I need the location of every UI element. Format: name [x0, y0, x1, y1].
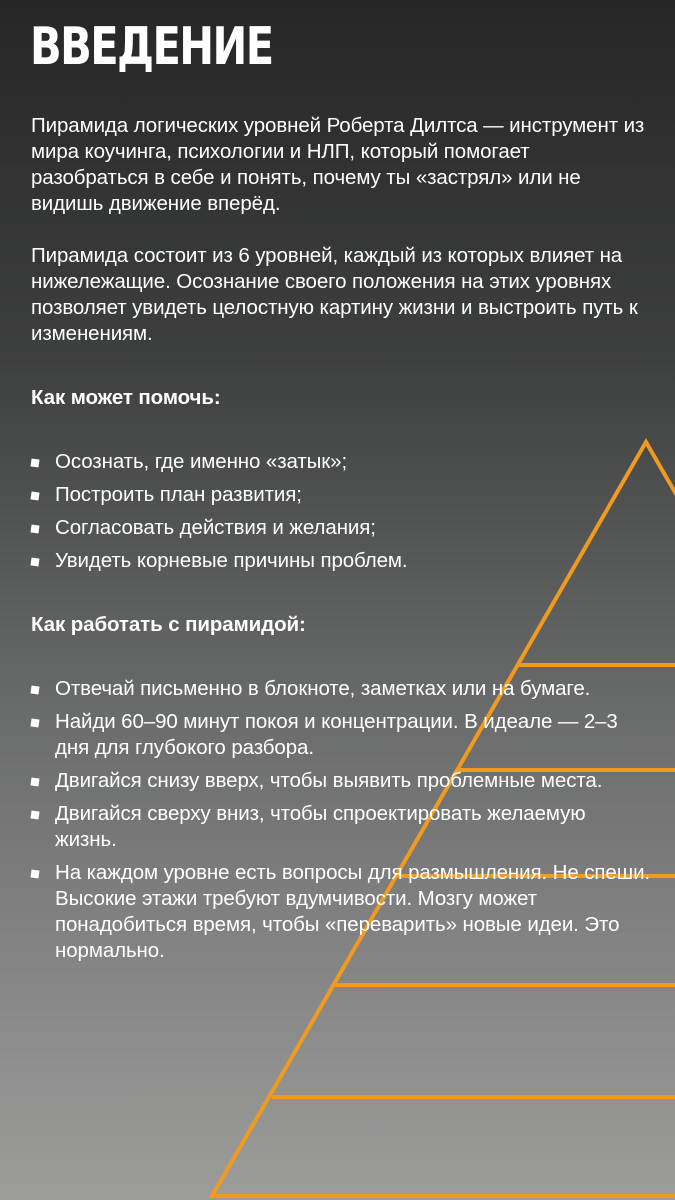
list-item-text: Осознать, где именно «затык»; — [55, 450, 348, 473]
square-bullet-icon — [30, 777, 39, 786]
page-title: ВВЕДЕНИЕ — [30, 17, 273, 77]
square-bullet-icon — [30, 557, 39, 566]
list-item-text: Согласовать действия и желания; — [55, 516, 376, 539]
list-item-text: Отвечай письменно в блокноте, заметках или на бумаге. — [55, 677, 591, 700]
work-list — [31, 676, 651, 964]
square-bullet-icon — [30, 458, 39, 467]
list-item — [31, 709, 651, 761]
list-item-text: Построить план развития; — [55, 483, 302, 506]
list-item-text: На каждом уровне есть вопросы для размышления. Не спеши. Высокие этажи требуют вдумчивости. Мозгу может понадобиться время, чтобы «переварить» новые идеи. Это нормально. — [55, 861, 651, 962]
intro-paragraph-1: Пирамида логических уровней Роберта Дилтса — инструмент из мира коучинга, психологии и НЛП, который помогает разобраться в себе и понять, почему ты «застрял» или не видишь движение вперёд. — [31, 114, 645, 215]
list-item — [31, 482, 651, 508]
list-item-text: Двигайся сверху вниз, чтобы спроектировать желаемую жизнь. — [55, 802, 586, 851]
list-item — [31, 515, 651, 541]
list-item — [31, 768, 651, 794]
intro-content — [31, 113, 651, 964]
square-bullet-icon — [30, 524, 39, 533]
list-item-text: Двигайся снизу вверх, чтобы выявить проблемные места. — [55, 769, 603, 792]
help-heading: Как может помочь: — [31, 386, 221, 409]
square-bullet-icon — [30, 869, 39, 878]
list-item — [31, 860, 651, 964]
list-item — [31, 548, 651, 574]
square-bullet-icon — [30, 810, 39, 819]
list-item-text: Увидеть корневые причины проблем. — [55, 549, 408, 572]
work-heading: Как работать с пирамидой: — [31, 613, 306, 636]
square-bullet-icon — [30, 685, 39, 694]
square-bullet-icon — [30, 491, 39, 500]
list-item-text: Найди 60–90 минут покоя и концентрации. В идеале — 2–3 дня для глубокого разбора. — [55, 710, 618, 759]
list-item — [31, 801, 651, 853]
list-item — [31, 449, 651, 475]
intro-paragraph-2: Пирамида состоит из 6 уровней, каждый из которых влияет на нижележащие. Осознание своего положения на этих уровнях позволяет увидеть целостную картину жизни и выстроить путь к изменениям. — [31, 244, 638, 345]
help-list — [31, 449, 651, 574]
square-bullet-icon — [30, 718, 39, 727]
list-item — [31, 676, 651, 702]
